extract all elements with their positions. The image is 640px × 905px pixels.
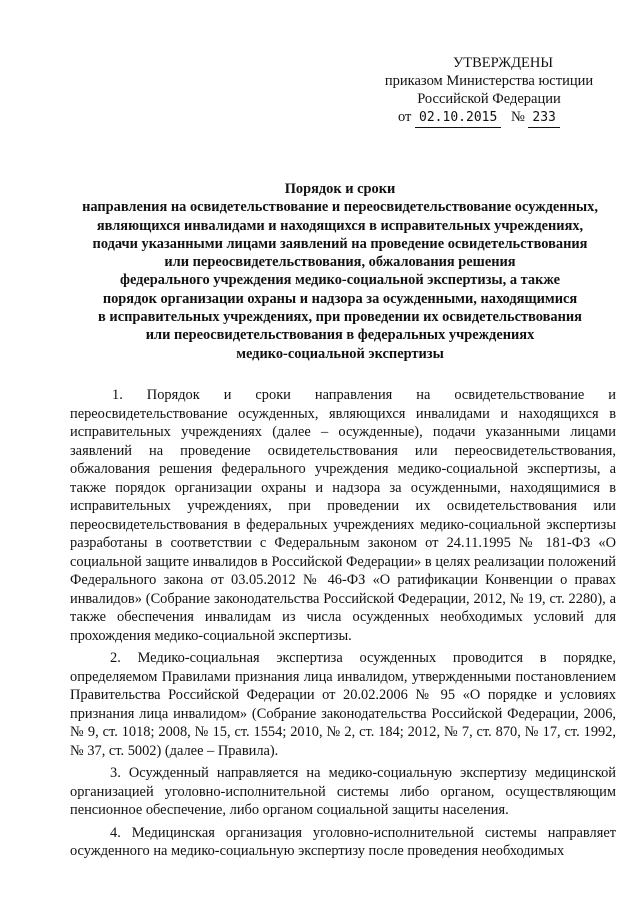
approval-number-label: № bbox=[510, 109, 525, 125]
title-line: являющихся инвалидами и находящихся в исправительных учреждениях, bbox=[96, 217, 584, 234]
approval-from-label: от bbox=[398, 109, 412, 125]
approval-line-ministry: приказом Министерства юстиции bbox=[384, 73, 594, 89]
paragraph-1: 1. Порядок и сроки направления на освидетельствование и переосвидетельствование осужденных, являющихся инвалидами и находящихся в исправительных учреждениях (далее – осужденные), подачи указанными лицами заявлений на проведение освидетельствования или переосвидетельствования, обжалования решения федерального учреждения медико-социальной экспертизы, а также порядок организации охраны и надзора за осужденными, находящимися в исправительных учреждениях, при проведении их освидетельствования или переосвидетельствования в федеральных учреждениях медико-социальной экспертизы разработаны в соответствии с Федеральным законом от 24.11.1995 № 181-ФЗ «О социальной защите инвалидов в Российской Федерации» в целях реализации положений Федерального закона от 03.05.2012 № 46-ФЗ «О ратификации Конвенции о правах инвалидов» (Собрание законодательства Российской Федерации, 2012, № 19, ст. 2280), а также обеспечения инвалидам из числа осужденных необходимых условий для прохождения медико-социальной экспертизы. bbox=[70, 387, 616, 644]
paragraph-2: 2. Медико-социальная экспертиза осужденных проводится в порядке, определяемом Правилами признания лица инвалидом, утвержденными постановлением Правительства Российской Федерации от 20.02.2006 № 95 «О порядке и условиях признания лица инвалидом» (Собрание законодательства Российской Федерации, 2006, № 9, ст. 1018; 2008, № 15, ст. 1554; 2010, № 2, ст. 184; 2012, № 7, ст. 870, № 17, ст. 1992, № 37, ст. 5002) (далее – Правила). bbox=[70, 650, 616, 759]
title-line: подачи указанными лицами заявлений на проведение освидетельствования bbox=[92, 235, 588, 252]
title-line: порядок организации охраны и надзора за осужденными, находящимися bbox=[102, 290, 578, 307]
paragraph-3: 3. Осужденный направляется на медико-социальную экспертизу медицинской организацией уголовно-исполнительной системы либо органом, осуществляющим пенсионное обеспечение, либо органом социальной защиты населения. bbox=[70, 765, 616, 818]
title-line: федерального учреждения медико-социальной экспертизы, а также bbox=[119, 272, 561, 289]
approval-block bbox=[384, 54, 594, 128]
title-line: или переосвидетельствования в федеральных учреждениях bbox=[145, 327, 535, 344]
title-line: в исправительных учреждениях, при проведении их освидетельствования bbox=[98, 309, 582, 326]
approval-line-country: Российской Федерации bbox=[417, 91, 561, 107]
approval-date-line bbox=[398, 108, 594, 128]
approval-date: 02.10.2015 bbox=[415, 109, 501, 128]
paragraph-4: 4. Медицинская организация уголовно-исполнительной системы направляет осужденного на медико-социальную экспертизу после проведения необходимых bbox=[70, 824, 616, 859]
document-title bbox=[60, 180, 620, 363]
document-body bbox=[70, 386, 616, 865]
title-line: или переосвидетельствования, обжалования решения bbox=[164, 254, 516, 271]
title-line: медико-социальной экспертизы bbox=[236, 345, 444, 362]
title-line: Порядок и сроки bbox=[284, 181, 396, 197]
title-line: направления на освидетельствование и переосвидетельствование осужденных, bbox=[82, 199, 598, 216]
approval-number: 233 bbox=[528, 109, 559, 128]
approval-title: УТВЕРЖДЕНЫ bbox=[452, 55, 554, 71]
